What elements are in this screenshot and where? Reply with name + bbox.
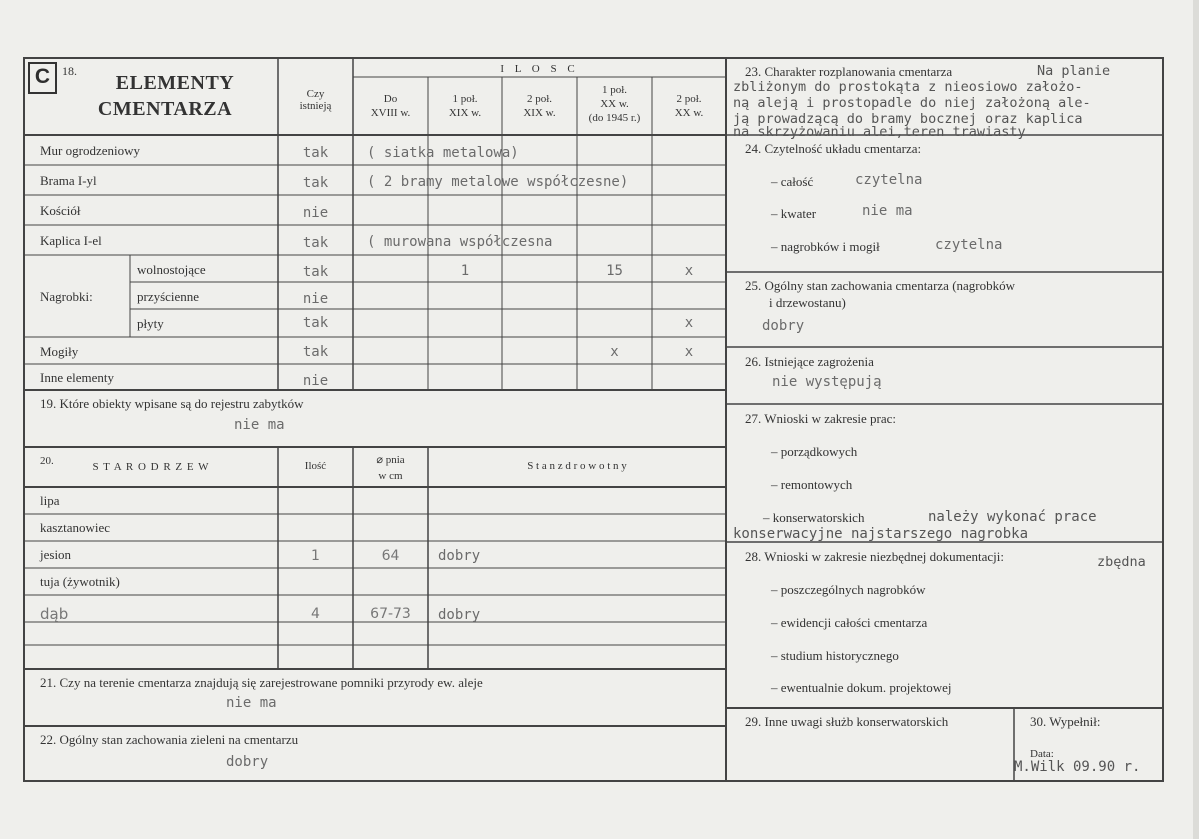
row-brama-exists: tak: [302, 175, 329, 191]
period-col-1-l2: XVIII w.: [370, 107, 411, 119]
row-wolnostojace-exists: tak: [302, 264, 329, 280]
section-26-label: 26. Istniejące zagrożenia: [745, 354, 874, 369]
row-kaplica-exists: tak: [302, 235, 329, 251]
tree-count: 4: [311, 606, 320, 622]
tree-name: dąb: [40, 605, 69, 623]
row-brama-note: ( 2 bramy metalowe współczesne): [367, 174, 629, 190]
starodrzew-title: S T A R O D R Z E W: [92, 461, 210, 473]
section-19-value: nie ma: [234, 417, 285, 433]
row-label-mogily: Mogiły: [40, 344, 79, 359]
period-col-3-l2: XIX w.: [523, 107, 556, 119]
section-29-label: 29. Inne uwagi służb konserwatorskich: [745, 714, 949, 729]
col-tree-diameter-l1: ⌀ pnia: [376, 454, 405, 466]
row-mur-exists: tak: [302, 145, 329, 161]
row-mur-note: ( siatka metalowa): [367, 145, 519, 161]
section-24-item-value: czytelna: [935, 237, 1003, 253]
row-mogily-exists: tak: [302, 344, 329, 360]
section-22-label: 22. Ogólny stan zachowania zieleni na cmentarzu: [40, 732, 299, 747]
section-18-number: 18.: [62, 64, 77, 78]
section-20-number: 20.: [40, 455, 54, 467]
row-label-kosciol: Kościół: [40, 203, 81, 218]
col-exists-line2: istnieją: [299, 100, 332, 112]
tree-name: lipa: [40, 493, 60, 508]
section-27-item: – porządkowych: [771, 444, 858, 459]
section-23-label: 23. Charakter rozplanowania cmentarza: [745, 64, 953, 79]
tree-name: jesion: [40, 547, 72, 562]
col-exists-line1: Czy: [306, 88, 325, 100]
section-28-item: – ewidencji całości cmentarza: [771, 615, 928, 630]
tree-name: tuja (żywotnik): [40, 574, 120, 589]
section-24-label: 24. Czytelność układu cmentarza:: [745, 141, 922, 156]
section-28-label: 28. Wnioski w zakresie niezbędnej dokumentacji:: [745, 549, 1004, 564]
section-27-label: 27. Wnioski w zakresie prac:: [745, 411, 897, 426]
tree-health: dobry: [438, 548, 481, 564]
tree-diameter: 67-73: [370, 606, 411, 622]
row-mogily-c5: x: [684, 344, 694, 360]
row-label-kaplica: Kaplica I-el: [40, 233, 102, 248]
row-przyscienne-exists: nie: [302, 291, 329, 307]
row-wolnostojace-c4: 15: [606, 263, 623, 279]
period-col-5-l2: XX w.: [674, 107, 704, 119]
section-24-item-label: – całość: [771, 174, 814, 189]
section-24-item-label: – kwater: [771, 206, 817, 221]
row-label-wolnostojace: wolnostojące: [137, 262, 206, 277]
section-23-text-line: ją prowadzącą do bramy bocznej oraz kaplica: [733, 111, 1083, 127]
period-col-2-l2: XIX w.: [448, 107, 482, 119]
section-21-value: nie ma: [226, 695, 277, 711]
row-label-brama: Brama I-yl: [40, 173, 97, 188]
tree-count: 1: [311, 548, 320, 564]
category-letter-box: C: [28, 62, 57, 94]
section-24-item-label: – nagrobków i mogił: [771, 239, 880, 254]
elementy-title-line2: CMENTARZA: [97, 98, 233, 120]
col-tree-health: S t a n z d r o w o t n y: [527, 460, 627, 472]
section-27-item: – konserwatorskich: [763, 510, 865, 525]
tree-name: kasztanowiec: [40, 520, 111, 535]
section-23-text-line: na skrzyżowaniu alei,teren trawiasty: [733, 124, 1026, 140]
row-inne-exists: nie: [302, 373, 329, 389]
section-24-item-value: czytelna: [855, 172, 923, 188]
section-19-label: 19. Które obiekty wpisane są do rejestru zabytków: [40, 396, 304, 411]
col-tree-count: Ilość: [304, 460, 327, 472]
row-wolnostojace-c5: x: [684, 263, 694, 279]
col-tree-diameter-l2: w cm: [378, 470, 403, 482]
section-28-item: – poszczególnych nagrobków: [771, 582, 926, 597]
period-col-4-l1: 1 poł.: [601, 84, 628, 96]
row-label-nagrobki: Nagrobki:: [40, 289, 93, 304]
period-col-5-l1: 2 poł.: [676, 93, 702, 105]
row-label-mur: Mur ogrodzeniowy: [40, 143, 141, 158]
elementy-title-line1: ELEMENTY: [115, 72, 235, 94]
section-28-value: zbędna: [1097, 554, 1146, 570]
section-27-item: – remontowych: [771, 477, 853, 492]
section-25-value: dobry: [762, 318, 805, 334]
quantity-header: I L O S C: [500, 63, 579, 75]
section-22-value: dobry: [226, 754, 269, 770]
section-27-value-l1: należy wykonać prace: [928, 509, 1097, 525]
row-kosciol-exists: nie: [302, 205, 329, 221]
section-21-label: 21. Czy na terenie cmentarza znajdują się zarejestrowane pomniki przyrody ew. aleje: [40, 675, 483, 690]
tree-diameter: 64: [381, 548, 400, 564]
section-25-label-l2: i drzewostanu): [769, 295, 846, 310]
period-col-2-l1: 1 poł.: [452, 93, 478, 105]
section-23-text-line: Na planie: [1037, 63, 1111, 79]
row-kaplica-note: ( murowana współczesna: [367, 234, 553, 250]
row-label-przyscienne: przyścienne: [137, 289, 200, 304]
date-label: Data:: [1030, 748, 1054, 760]
row-plyty-c5: x: [684, 315, 694, 331]
row-label-inne: Inne elementy: [40, 370, 114, 385]
section-25-label-l1: 25. Ogólny stan zachowania cmentarza (nagrobków: [745, 278, 1016, 293]
section-26-value: nie występują: [772, 374, 882, 390]
section-23-text-line: ną aleją i prostopadle do niej założoną ale-: [733, 95, 1091, 111]
section-23-text-line: zbliżonym do prostokąta z nieosiowo założo-: [733, 79, 1083, 95]
tree-health: dobry: [438, 607, 481, 623]
period-col-1-l1: Do: [383, 93, 398, 105]
section-30-label: 30. Wypełnił:: [1030, 714, 1101, 729]
period-col-4-l3: (do 1945 r.): [588, 112, 641, 124]
section-27-value-l2: konserwacyjne najstarszego nagrobka: [733, 526, 1029, 542]
row-label-plyty: płyty: [137, 316, 164, 331]
section-24-item-value: nie ma: [862, 203, 913, 219]
row-mogily-c4: x: [610, 344, 619, 360]
section-28-item: – studium historycznego: [771, 648, 899, 663]
row-plyty-exists: tak: [302, 315, 329, 331]
section-28-item: – ewentualnie dokum. projektowej: [771, 680, 952, 695]
period-col-3-l1: 2 poł.: [526, 93, 553, 105]
period-col-4-l2: XX w.: [600, 98, 629, 110]
row-wolnostojace-c2: 1: [460, 263, 470, 279]
filled-by-signature: M.Wilk 09.90 r.: [1014, 759, 1141, 775]
